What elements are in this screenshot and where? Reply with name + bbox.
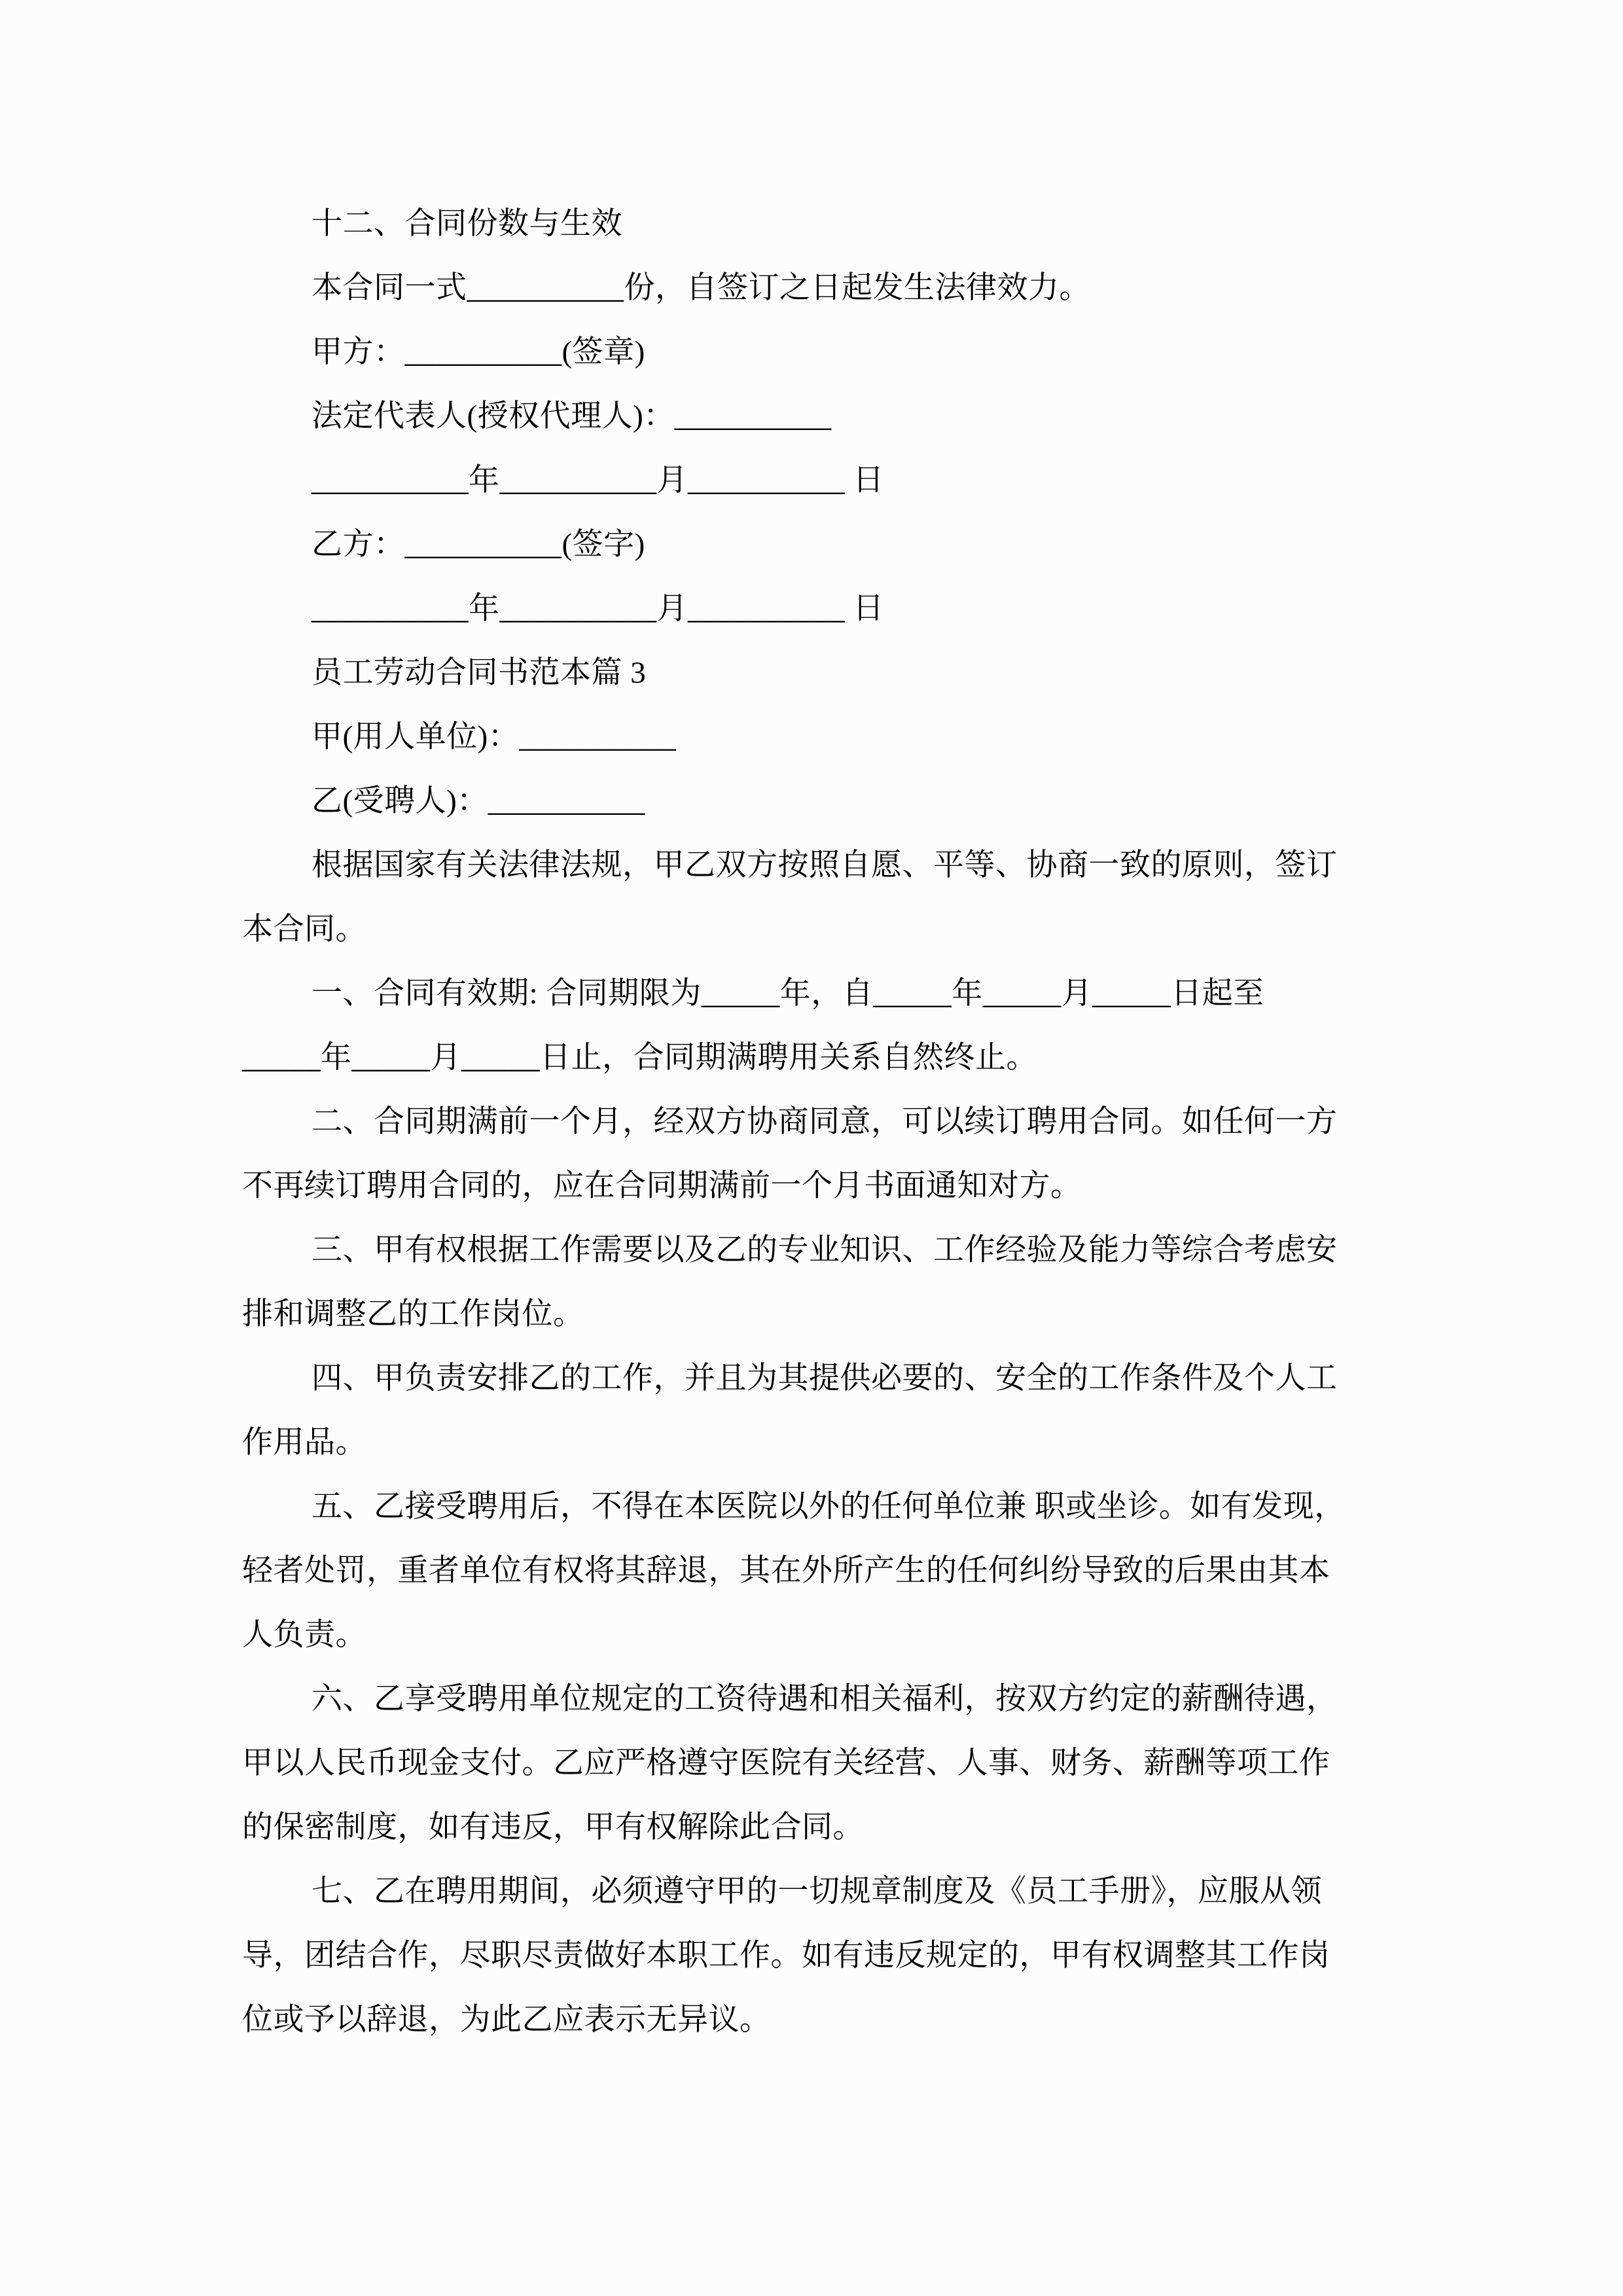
text-line: 本合同一式__________份，自签订之日起发生法律效力。	[312, 271, 1090, 305]
text-line: _____年_____月_____日止，合同期满聘用关系自然终止。	[242, 1041, 1037, 1075]
text-line: 作用品。	[242, 1426, 366, 1460]
text-line: 人负责。	[242, 1618, 366, 1652]
text-line: 的保密制度，如有违反，甲有权解除此合同。	[242, 1810, 864, 1844]
text-line: 七、乙在聘用期间，必须遵守甲的一切规章制度及《员工手册》，应服从领	[312, 1874, 1322, 1909]
text-line: 甲方：__________(签章)	[312, 335, 645, 369]
text-line: 法定代表人(授权代理人)：__________	[312, 399, 832, 433]
text-line: 不再续订聘用合同的，应在合同期满前一个月书面通知对方。	[242, 1169, 1082, 1203]
text-line: __________年__________月__________ 日	[312, 463, 884, 497]
text-line: 三、甲有权根据工作需要以及乙的专业知识、工作经验及能力等综合考虑安	[312, 1233, 1338, 1267]
text-line: 乙(受聘人)：__________	[312, 784, 645, 818]
text-line: 六、乙享受聘用单位规定的工资待遇和相关福利，按双方约定的薪酬待遇，	[312, 1682, 1338, 1716]
text-line: 甲以人民币现金支付。乙应严格遵守医院有关经营、人事、财务、薪酬等项工作	[242, 1746, 1330, 1780]
text-line: 一、合同有效期: 合同期限为_____年，自_____年_____月_____日起至	[312, 977, 1264, 1011]
text-line: 五、乙接受聘用后，不得在本医院以外的任何单位兼 职或坐诊。如有发现，	[312, 1490, 1346, 1524]
text-line: 轻者处罚，重者单位有权将其辞退，其在外所产生的任何纠纷导致的后果由其本	[242, 1554, 1330, 1588]
text-line: 导，团结合作，尽职尽责做好本职工作。如有违反规定的，甲有权调整其工作岗	[242, 1939, 1330, 1973]
text-line: 根据国家有关法律法规，甲乙双方按照自愿、平等、协商一致的原则，签订	[312, 848, 1338, 882]
text-line: 甲(用人单位)：__________	[312, 720, 677, 754]
contract-text-body	[242, 192, 1394, 2052]
text-line: __________年__________月__________ 日	[312, 592, 884, 626]
text-line: 乙方：__________(签字)	[312, 528, 645, 562]
text-line: 二、合同期满前一个月，经双方协商同意，可以续订聘用合同。如任何一方	[312, 1105, 1338, 1139]
text-line: 本合同。	[242, 912, 366, 946]
text-line: 四、甲负责安排乙的工作，并且为其提供必要的、安全的工作条件及个人工	[312, 1361, 1338, 1395]
text-line: 员工劳动合同书范本篇 3	[312, 656, 647, 690]
text-line: 十二、合同份数与生效	[312, 207, 622, 241]
text-line: 位或予以辞退，为此乙应表示无异议。	[242, 2003, 771, 2037]
text-line: 排和调整乙的工作岗位。	[242, 1297, 584, 1331]
